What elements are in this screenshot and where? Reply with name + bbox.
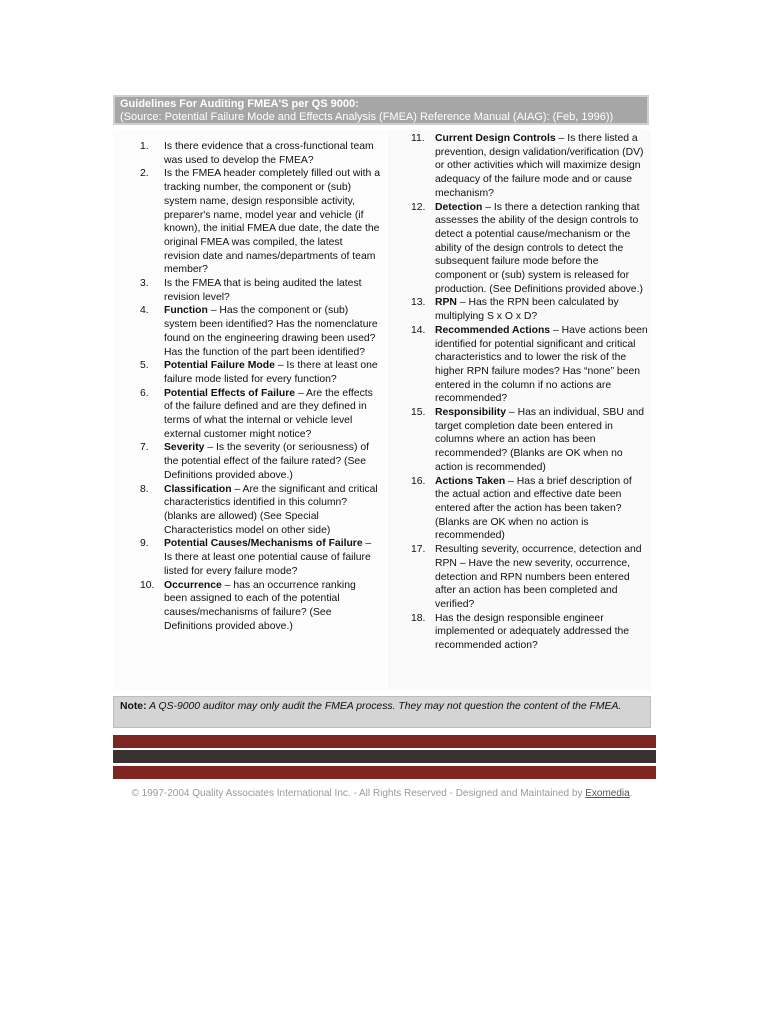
item-number: 14. [411, 324, 426, 336]
list-item [387, 132, 651, 201]
list-item [113, 277, 385, 304]
item-term: Potential Causes/Mechanisms of Failure [164, 538, 363, 550]
item-number: 6. [140, 387, 149, 399]
item-text: Is the FMEA that is being audited the latest revision level? [164, 278, 362, 303]
item-number: 12. [411, 201, 426, 213]
list-item [387, 543, 651, 612]
list-item [113, 304, 385, 359]
item-number: 9. [140, 538, 149, 550]
item-number: 4. [140, 305, 149, 317]
list-item [113, 167, 385, 277]
list-item [113, 140, 385, 167]
guidelines-header [113, 95, 649, 125]
item-term: Classification [164, 483, 232, 495]
item-text: – Is there a detection ranking that assesses the ability of the design controls to detect a potential cause/mechanism or the ability of the design controls to detect the subsequent failure mode before the component or (sub) system is released for production. (See Definitions provided above.) [435, 201, 643, 295]
item-number: 3. [140, 278, 149, 290]
item-text: – Is the severity (or seriousness) of the potential effect of the failure rated? (See Definitions provided above.) [164, 442, 370, 481]
header-title: Guidelines For Auditing FMEA'S per QS 9000: [120, 98, 359, 110]
list-item [113, 483, 385, 538]
footer-bar-red-bottom [113, 766, 656, 779]
item-text: Is the FMEA header completely filled out with a tracking number, the component or (sub) system name, design responsible activity, preparer's name, model year and vehicle (if known), the initial FMEA due date, the date the original FMEA was compiled, the latest revision date and names/departments of team member? [164, 168, 381, 276]
guidelines-content [113, 130, 651, 690]
item-number: 1. [140, 141, 149, 152]
note-label: Note: [120, 701, 147, 712]
header-source: (Source: Potential Failure Mode and Effects Analysis (FMEA) Reference Manual (AIAG): (Feb, 1996)) [120, 111, 614, 123]
item-term: Actions Taken [435, 475, 506, 487]
item-number: 8. [140, 483, 149, 495]
item-term: Potential Failure Mode [164, 360, 275, 372]
list-item [113, 441, 385, 482]
item-text: – Is there at least one failure mode listed for every function? [164, 360, 378, 385]
item-number: 11. [411, 133, 425, 144]
exomedia-link[interactable]: Exomedia [585, 788, 630, 799]
item-number: 2. [140, 168, 149, 180]
item-number: 16. [411, 475, 426, 487]
item-number: 15. [411, 407, 426, 419]
item-term: Responsibility [435, 407, 507, 419]
list-item [387, 324, 651, 406]
item-text: Resulting severity, occurrence, detection and RPN – Have the new severity, occurrence, detection and RPN numbers been entered after an action has been completed and verified? [435, 544, 642, 610]
note-box [113, 696, 651, 728]
item-text: – Has a brief description of the actual action and effective date been entered after the action has been taken? (Blanks are OK when no action is recommended) [435, 475, 632, 542]
item-term: Function [164, 305, 208, 317]
right-column [387, 130, 651, 690]
item-text: – has an occurrence ranking been assigned to each of the potential causes/mechanisms of failure? (See Definitions provided above.) [164, 579, 356, 632]
item-text: Has the design responsible engineer implemented or adequately addressed the recommended action? [435, 612, 630, 652]
item-number: 7. [140, 442, 149, 454]
list-item [113, 537, 385, 578]
item-number: 13. [411, 297, 426, 309]
item-number: 5. [140, 360, 149, 372]
list-item [113, 359, 385, 386]
list-item [387, 475, 651, 544]
item-text: – Is there listed a prevention, design validation/verification (DV) or other activities which will maximize design adequacy of the failure mode and or cause mechanism? [435, 133, 644, 199]
list-item [387, 406, 651, 475]
list-item [113, 387, 385, 442]
item-number: 18. [411, 612, 426, 624]
item-term: Potential Effects of Failure [164, 387, 296, 399]
copyright-footer [113, 788, 651, 799]
footer-bar-dark [113, 750, 656, 763]
item-term: Current Design Controls [435, 133, 556, 144]
item-text: Is there evidence that a cross-functional team was used to develop the FMEA? [164, 141, 374, 166]
item-number: 17. [411, 544, 426, 556]
list-item [387, 612, 651, 653]
copyright-end: . [629, 788, 633, 799]
item-term: Recommended Actions [435, 324, 551, 336]
footer-bar-red-top [113, 735, 656, 748]
list-item [387, 296, 651, 323]
copyright-text: © 1997-2004 Quality Associates International Inc. - All Rights Reserved - Designed and Maintained by [131, 788, 586, 799]
list-item [113, 579, 385, 634]
item-term: Detection [435, 201, 483, 213]
item-term: RPN [435, 297, 457, 309]
item-text: – Has the component or (sub) system been identified? Has the nomenclature found on the engineering drawing been used? Has the function of the part been identified? [164, 305, 378, 358]
left-column [113, 130, 385, 690]
list-item [387, 201, 651, 297]
item-text: – Has the RPN been calculated by multiplying S x O x D? [435, 297, 619, 323]
note-text: A QS-9000 auditor may only audit the FMEA process. They may not question the content of the FMEA. [146, 701, 622, 712]
item-text: – Is there at least one potential cause of failure listed for every failure mode? [164, 538, 372, 577]
item-number: 10. [140, 579, 155, 591]
item-text: – Have actions been identified for potential significant and critical characteristics and to lower the risk of the higher RPN failure modes? Has “none” been entered in the column if no actions are recommended? [435, 324, 648, 405]
item-term: Occurrence [164, 579, 222, 591]
item-term: Severity [164, 442, 205, 454]
item-text: – Are the effects of the failure defined and are they defined in terms of what the internal or vehicle level external customer might notice? [164, 387, 373, 440]
item-text: – Has an individual, SBU and target completion date been entered in columns where an action has been recommended? (Blanks are OK when no action is recommended) [435, 407, 645, 473]
item-text: – Are the significant and critical characteristics identified in this column? (blanks are allowed) (See Special Characteristics model on other side) [164, 483, 378, 536]
